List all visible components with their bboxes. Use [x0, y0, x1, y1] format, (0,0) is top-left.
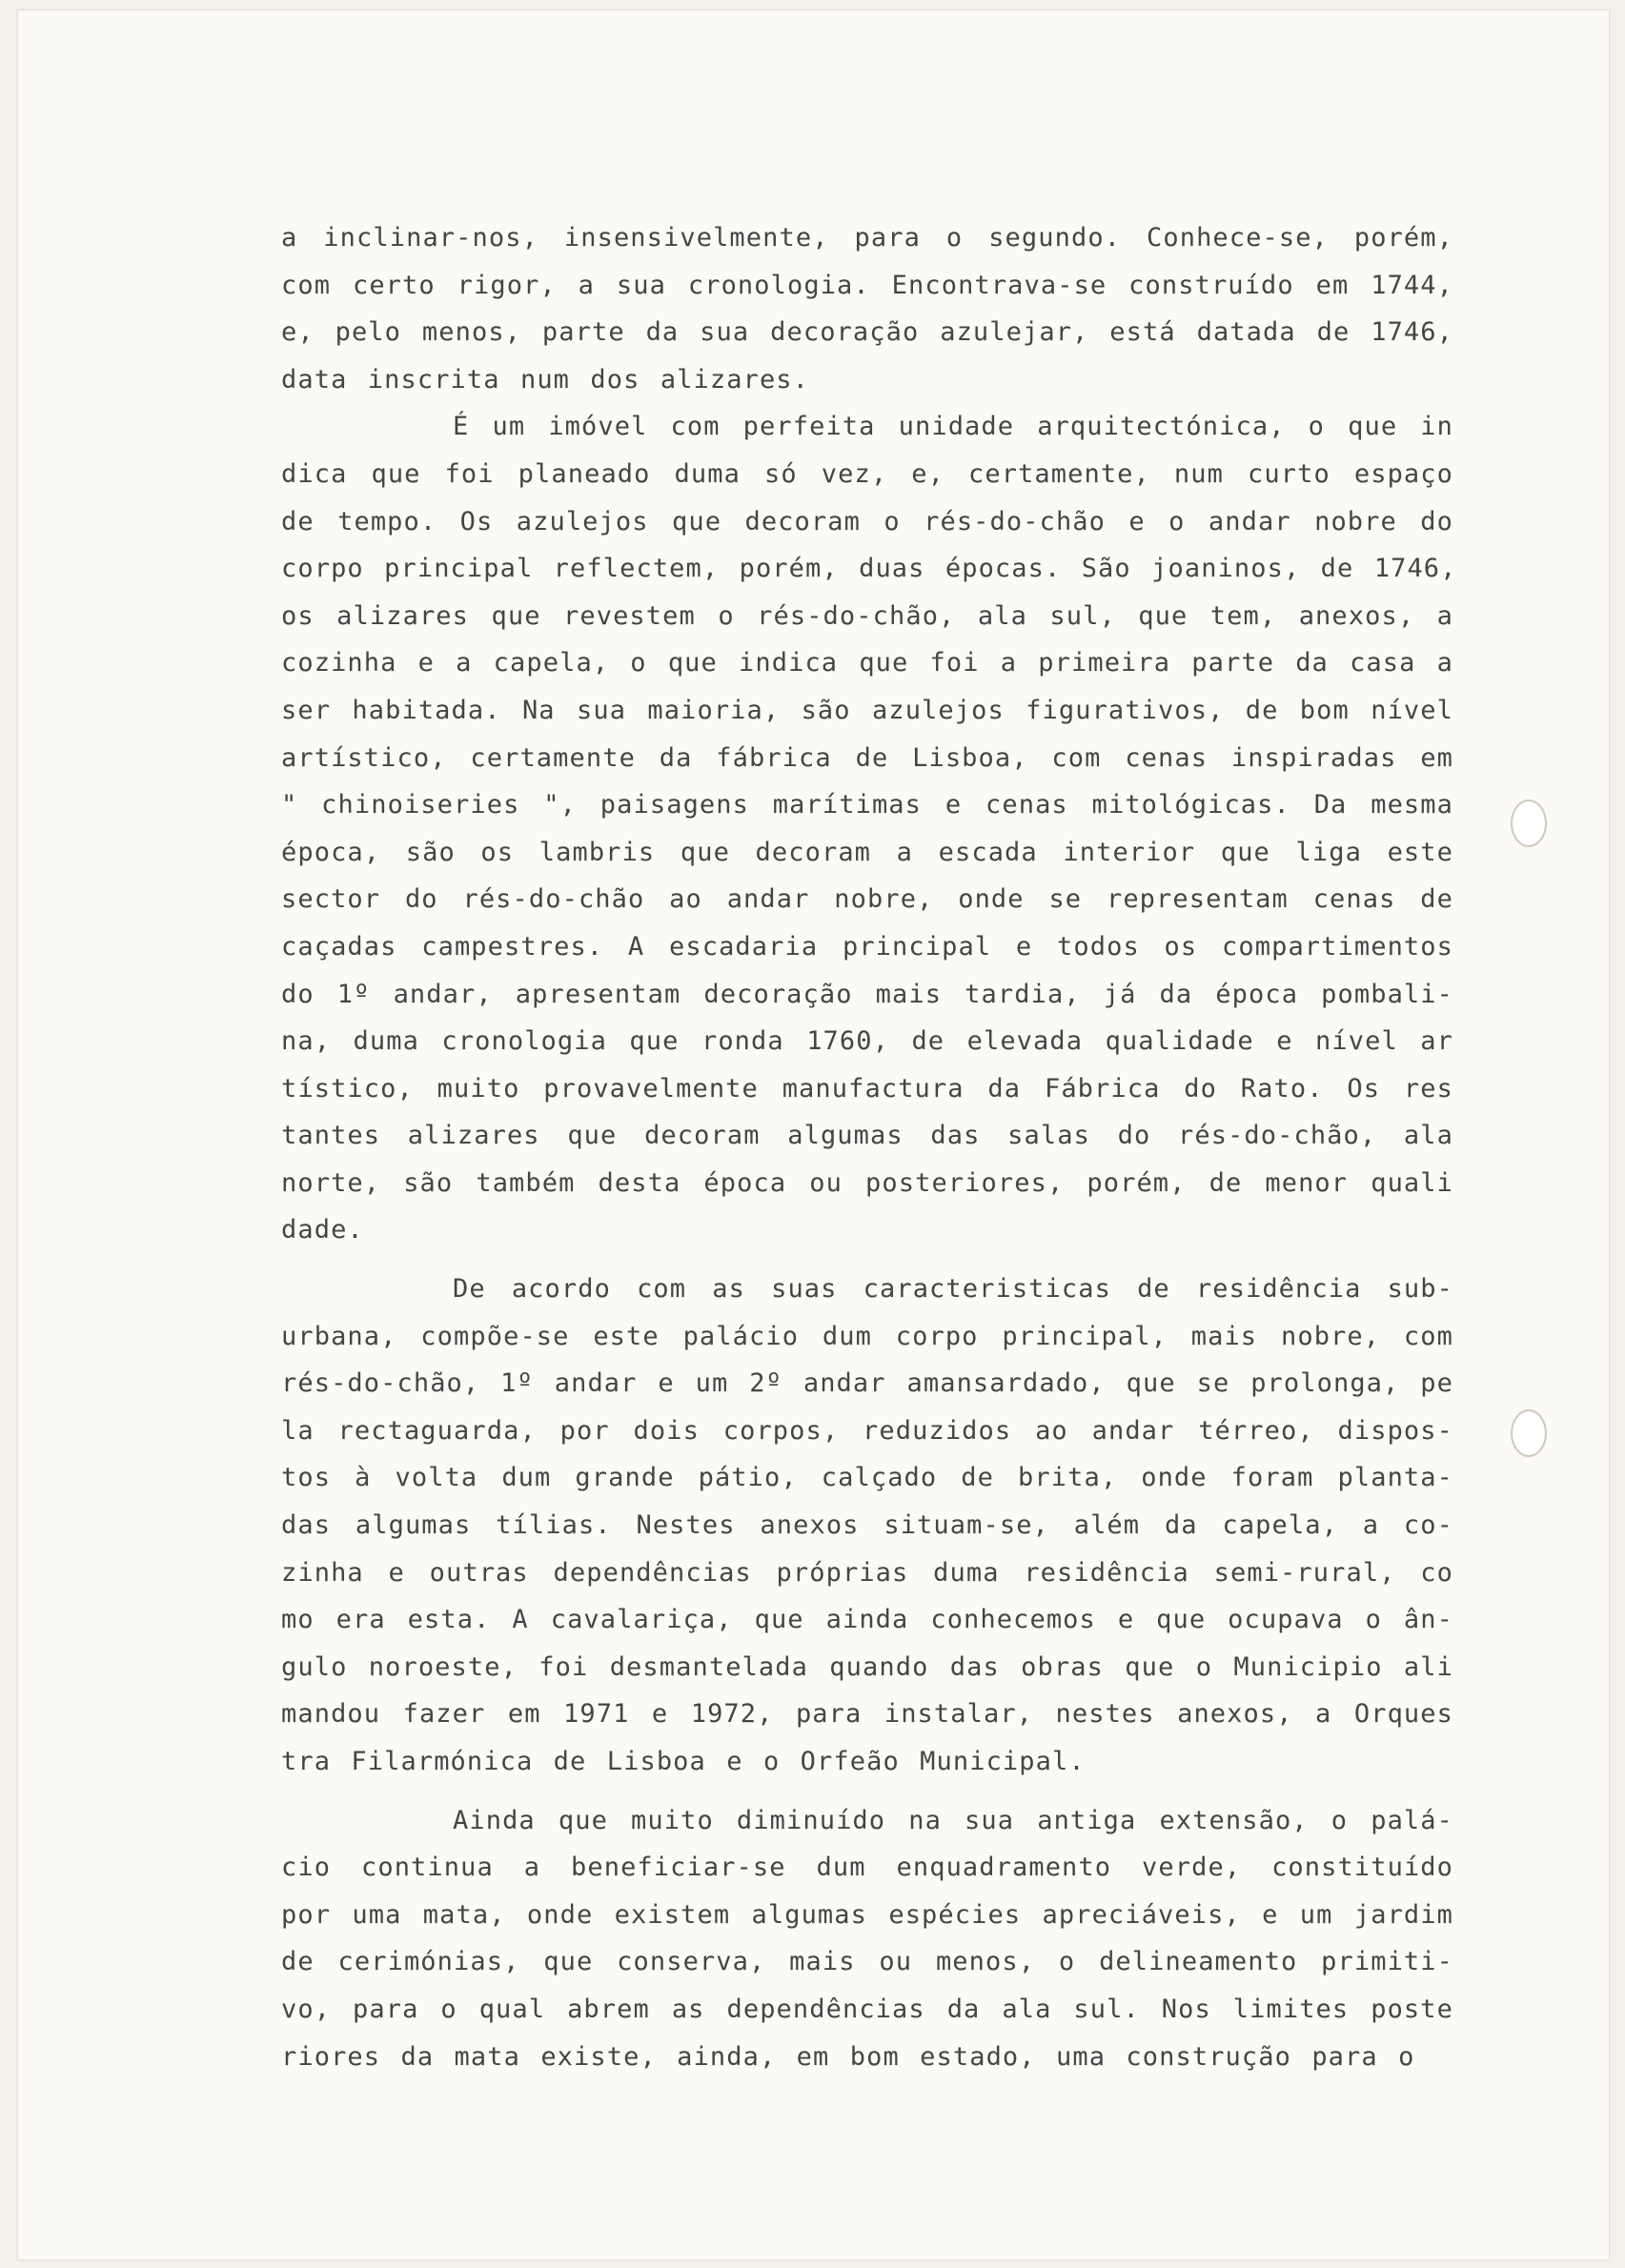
text-line: É um imóvel com perfeita unidade arquitectónica, o que in — [453, 412, 1453, 442]
text-line: cio continua a beneficiar-se dum enquadramento verde, constituído — [281, 1853, 1453, 1883]
text-line: mandou fazer em 1971 e 1972, para instalar, nestes anexos, a Orques — [281, 1699, 1453, 1730]
punch-hole-top — [1511, 800, 1547, 847]
text-line: la rectaguarda, por dois corpos, reduzidos ao andar térreo, dispos- — [281, 1415, 1453, 1446]
text-line: vo, para o qual abrem as dependências da ala sul. Nos limites poste — [281, 1994, 1453, 2024]
text-line: das algumas tílias. Nestes anexos situam-se, além da capela, a co- — [281, 1510, 1453, 1541]
text-line: dica que foi planeado duma só vez, e, certamente, num curto espaço — [281, 458, 1453, 489]
text-line: " chinoiseries ", paisagens marítimas e cenas mitológicas. Da mesma — [281, 790, 1453, 820]
text-line: com certo rigor, a sua cronologia. Encontrava-se construído em 1744, — [281, 270, 1453, 300]
typewritten-text — [281, 214, 1457, 2080]
text-line: ser habitada. Na sua maioria, são azulejos figurativos, de bom nível — [281, 695, 1453, 725]
text-line: Ainda que muito diminuído na sua antiga extensão, o palá- — [453, 1805, 1453, 1835]
text-line: tos à volta dum grande pátio, calçado de brita, onde foram planta- — [281, 1463, 1453, 1493]
text-line: artístico, certamente da fábrica de Lisboa, com cenas inspiradas em — [281, 742, 1453, 773]
text-line: corpo principal reflectem, porém, duas épocas. São joaninos, de 1746, — [281, 554, 1457, 584]
text-line: caçadas campestres. A escadaria principal e todos os compartimentos — [281, 931, 1453, 962]
text-line: a inclinar-nos, insensivelmente, para o segundo. Conhece-se, porém, — [281, 223, 1453, 253]
text-line: cozinha e a capela, o que indica que foi a primeira parte da casa a — [281, 648, 1453, 678]
text-line: urbana, compõe-se este palácio dum corpo principal, mais nobre, com — [281, 1321, 1453, 1351]
text-line: sector do rés-do-chão ao andar nobre, onde se representam cenas de — [281, 884, 1453, 915]
text-line: de cerimónias, que conserva, mais ou menos, o delineamento primiti- — [281, 1947, 1453, 1977]
text-line: zinha e outras dependências próprias duma residência semi-rural, co — [281, 1557, 1453, 1588]
text-line: tra Filarmónica de Lisboa e o Orfeão Municipal. — [281, 1747, 1086, 1776]
text-line: dade. — [281, 1215, 364, 1245]
text-line: rés-do-chão, 1º andar e um 2º andar amansardado, que se prolonga, pe — [281, 1368, 1453, 1399]
text-line: os alizares que revestem o rés-do-chão, ala sul, que tem, anexos, a — [281, 600, 1453, 631]
text-line: do 1º andar, apresentam decoração mais tardia, já da época pombali- — [281, 979, 1453, 1009]
text-line: e, pelo menos, parte da sua decoração azulejar, está datada de 1746, — [281, 317, 1453, 348]
text-line: por uma mata, onde existem algumas espécies apreciáveis, e um jardim — [281, 1899, 1453, 1930]
text-line: tantes alizares que decoram algumas das salas do rés-do-chão, ala — [281, 1121, 1453, 1151]
text-line: De acordo com as suas caracteristicas de residência sub- — [453, 1274, 1453, 1305]
text-line: na, duma cronologia que ronda 1760, de elevada qualidade e nível ar — [281, 1026, 1453, 1057]
text-line: data inscrita num dos alizares. — [281, 364, 810, 395]
text-line: riores da mata existe, ainda, em bom estado, uma construção para o — [281, 2041, 1415, 2072]
punch-hole-bottom — [1511, 1409, 1547, 1457]
text-line: tístico, muito provavelmente manufactura da Fábrica do Rato. Os res — [281, 1073, 1453, 1104]
text-line: gulo noroeste, foi desmantelada quando das obras que o Municipio ali — [281, 1651, 1453, 1682]
text-line: época, são os lambris que decoram a escada interior que liga este — [281, 837, 1453, 867]
text-line: mo era esta. A cavalariça, que ainda conhecemos e que ocupava o ân- — [281, 1605, 1453, 1635]
text-line: de tempo. Os azulejos que decoram o rés-do-chão e o andar nobre do — [281, 506, 1453, 537]
text-line: norte, são também desta época ou posteriores, porém, de menor quali — [281, 1167, 1453, 1198]
